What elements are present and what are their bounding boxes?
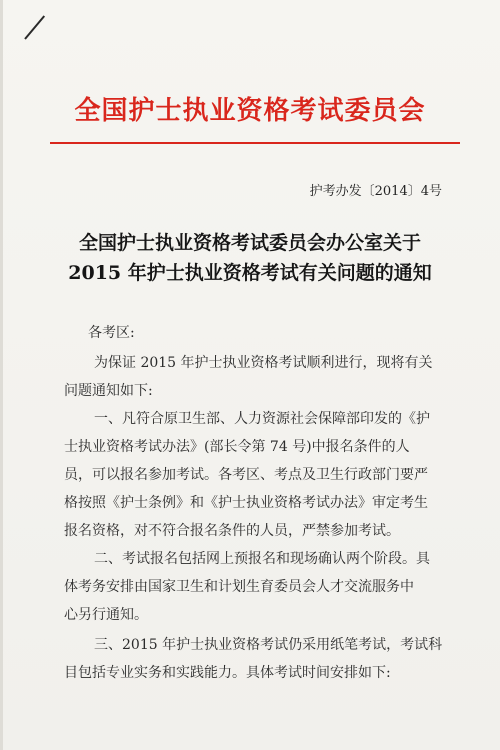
body-line: 格按照《护士条例》和《护士执业资格考试办法》审定考生 [64, 495, 428, 511]
body-line: 三、2015 年护士执业资格考试仍采用纸笔考试，考试科 [94, 637, 443, 653]
document-number: 护考办发〔2014〕4号 [309, 184, 442, 199]
body-line: 为保证 2015 年护士执业资格考试顺利进行，现将有关 [94, 355, 433, 371]
handwritten-slash-mark [24, 15, 45, 39]
body-line: 员，可以报名参加考试。各考区、考点及卫生行政部门要严 [64, 467, 428, 483]
org-header: 全国护士执业资格考试委员会 [74, 96, 426, 126]
body-line: 体考务安排由国家卫生和计划生育委员会人才交流服务中 [64, 579, 414, 595]
body-line: 二、考试报名包括网上预报名和现场确认两个阶段。具 [94, 551, 430, 567]
body-line: 目包括专业实务和实践能力。具体考试时间安排如下: [64, 665, 391, 681]
notice-title-line-1: 全国护士执业资格考试委员会办公室关于 [78, 232, 421, 254]
salutation: 各考区: [88, 325, 135, 341]
body-line: 一、凡符合原卫生部、人力资源社会保障部印发的《护 [94, 411, 430, 427]
body-line: 问题通知如下: [64, 383, 153, 399]
notice-title-line-2: 2015 年护士执业资格考试有关问题的通知 [68, 262, 432, 284]
red-divider-line [50, 142, 460, 144]
body-line: 士执业资格考试办法》(部长令第 74 号)中报名条件的人 [64, 439, 410, 455]
body-line: 心另行通知。 [64, 607, 148, 623]
body-line: 报名资格，对不符合报名条件的人员，严禁参加考试。 [64, 523, 400, 539]
